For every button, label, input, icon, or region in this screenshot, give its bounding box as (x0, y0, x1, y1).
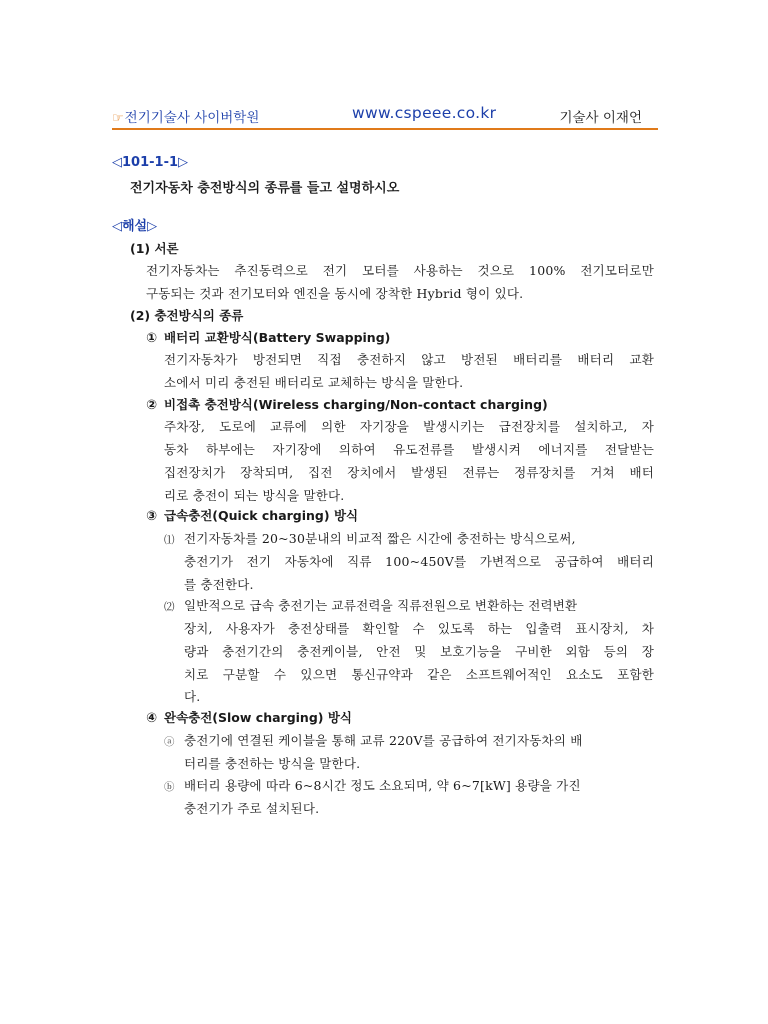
charging-1-text-line-1: 전기자동차가 방전되면 직접 충전하지 않고 방전된 배터리를 배터리 교환 (164, 352, 654, 367)
paren-1-marker: ⑴ (164, 534, 175, 546)
author-name: 기술사 이재언 (559, 110, 642, 126)
pointing-hand-icon: ☞ (112, 111, 124, 126)
academy-label: 전기기술사 사이버학원 (124, 110, 260, 126)
circled-b-marker: ⓑ (164, 781, 175, 793)
circled-1-marker: ① (146, 331, 158, 346)
circled-3-marker: ③ (146, 509, 158, 524)
circled-a-marker: ⓐ (164, 736, 175, 748)
section-1-title: (1) 서론 (130, 241, 179, 256)
circled-4-marker: ④ (146, 711, 158, 726)
charging-3a-text-line-3: 를 충전한다. (184, 577, 254, 592)
charging-4a-text-line-1: ⓐ 충전기에 연결된 케이블을 통해 교류 220V를 공급하여 전기자동차의 배 (164, 730, 654, 752)
section-1-text-line-2: 구동되는 것과 전기모터와 엔진을 동시에 장착한 Hybrid 형이 있다. (146, 286, 524, 301)
charging-2-title: ② 비접촉 충전방식(Wireless charging/Non-contact charging) (146, 394, 548, 416)
page-header (112, 104, 658, 130)
charging-3b-text-line-1: ⑵ 일반적으로 급속 충전기는 교류전력을 직류전원으로 변환하는 전력변환 (164, 595, 577, 617)
question-text: 전기자동차 충전방식의 종류를 들고 설명하시오 (130, 181, 400, 196)
charging-1-title: ① 배터리 교환방식(Battery Swapping) (146, 327, 390, 349)
charging-4b-text-line-2: 충전기가 주로 설치된다. (184, 801, 320, 816)
section-1-text-line-1: 전기자동차는 추진동력으로 전기 모터를 사용하는 것으로 100% 전기모터로만 (146, 263, 654, 278)
paren-2-marker: ⑵ (164, 601, 175, 613)
charging-3-title: ③ 급속충전(Quick charging) 방식 (146, 505, 358, 527)
charging-4-title: ④ 완속충전(Slow charging) 방식 (146, 707, 352, 729)
charging-2-text-line-4: 리로 충전이 되는 방식을 말한다. (164, 488, 345, 503)
answer-label: ◁해설▷ (112, 219, 158, 234)
charging-2-text-line-2: 동차 하부에는 자기장에 의하여 유도전류를 발생시켜 에너지를 전달받는 (164, 442, 654, 457)
charging-4b-text-line-1: ⓑ 배터리 용량에 따라 6~8시간 정도 소요되며, 약 6~7[kW] 용량을 가진 (164, 775, 654, 797)
circled-2-marker: ② (146, 398, 158, 413)
charging-4a-text-line-2: 터리를 충전하는 방식을 말한다. (184, 756, 361, 771)
charging-3b-text-line-2: 장치, 사용자가 충전상태를 확인할 수 있도록 하는 입출력 표시장치, 차 (184, 621, 654, 636)
charging-2-text-line-3: 집전장치가 장착되며, 집전 장치에서 발생된 전류는 정류장치를 거쳐 배터 (164, 465, 654, 480)
charging-3a-text-line-2: 충전기가 전기 자동차에 직류 100~450V를 가변적으로 공급하여 배터리 (184, 554, 654, 569)
site-url[interactable]: www.cspeee.co.kr (352, 104, 497, 122)
charging-1-text-line-2: 소에서 미리 충전된 배터리로 교체하는 방식을 말한다. (164, 375, 464, 390)
section-2-title: (2) 충전방식의 종류 (130, 308, 244, 323)
charging-2-text-line-1: 주차장, 도로에 교류에 의한 자기장을 발생시키는 급전장치를 설치하고, 자 (164, 419, 654, 434)
academy-name (112, 106, 259, 126)
charging-3b-text-line-5: 다. (184, 689, 201, 704)
charging-3b-text-line-3: 량과 충전기간의 충전케이블, 안전 및 보호기능을 구비한 외함 등의 장 (184, 644, 654, 659)
problem-number: ◁101-1-1▷ (112, 155, 189, 170)
charging-3b-text-line-4: 치로 구분할 수 있으면 통신규약과 같은 소프트웨어적인 요소도 포함한 (184, 667, 654, 682)
charging-3a-text-line-1: ⑴ 전기자동차를 20~30분내의 비교적 짧은 시간에 충전하는 방식으로써, (164, 528, 654, 550)
